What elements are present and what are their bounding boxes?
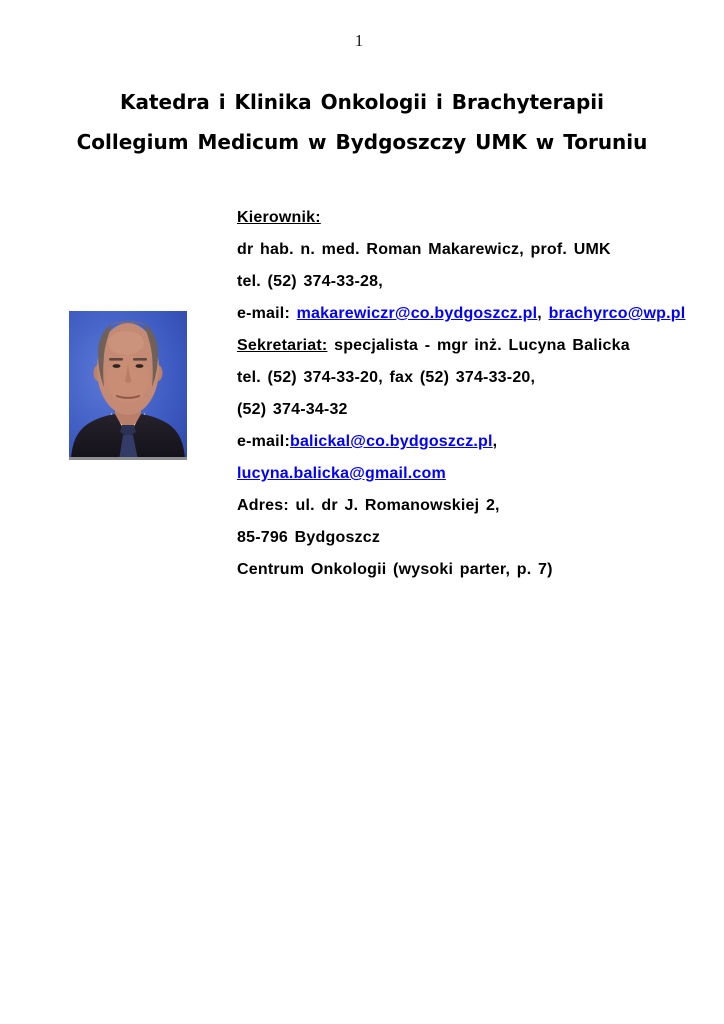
sekretariat-phone: tel. (52) 374-33-20, fax (52) 374-33-20, [237, 369, 536, 386]
kierownik-phone: tel. (52) 374-33-28, [237, 273, 383, 290]
address-line-2: 85-796 Bydgoszcz [237, 529, 381, 546]
kierownik-label: Kierownik: [237, 209, 321, 226]
kierownik-heading [237, 202, 685, 234]
email-separator: , [537, 305, 549, 322]
email-link-brachyrco[interactable]: brachyrco@wp.pl [548, 305, 686, 322]
document-title [0, 82, 724, 162]
email-link-balickal[interactable]: balickal@co.bydgoszcz.pl [289, 433, 493, 450]
email-separator-2: , [492, 433, 498, 450]
portrait-photo-image [69, 311, 187, 460]
address-line-1: Adres: ul. dr J. Romanowskiej 2, [237, 497, 500, 514]
sekretariat-email-line-2 [237, 458, 685, 490]
title-line-1: Katedra i Klinika Onkologii i Brachyterapii [119, 90, 605, 114]
contact-info [237, 202, 685, 586]
portrait-photo [69, 311, 187, 460]
sekretariat-label: Sekretariat: [237, 337, 328, 354]
address-line-3: Centrum Onkologii (wysoki parter, p. 7) [237, 561, 553, 578]
sekretariat-phone-2: (52) 374-34-32 [237, 401, 348, 418]
page-number: 1 [354, 31, 364, 50]
email-label-2: e-mail: [237, 433, 290, 450]
sekretariat-role: specjalista - mgr inż. Lucyna Balicka [327, 337, 630, 354]
title-line-2: Collegium Medicum w Bydgoszczy UMK w Toruniu [76, 130, 648, 154]
email-link-makarewiczr[interactable]: makarewiczr@co.bydgoszcz.pl [296, 305, 538, 322]
email-label: e-mail: [237, 305, 297, 322]
email-link-lucyna-gmail[interactable]: lucyna.balicka@gmail.com [237, 465, 446, 482]
kierownik-email-line [237, 298, 685, 330]
sekretariat-email-line [237, 426, 685, 458]
kierownik-name: dr hab. n. med. Roman Makarewicz, prof. UMK [237, 241, 611, 258]
sekretariat-heading [237, 330, 685, 362]
